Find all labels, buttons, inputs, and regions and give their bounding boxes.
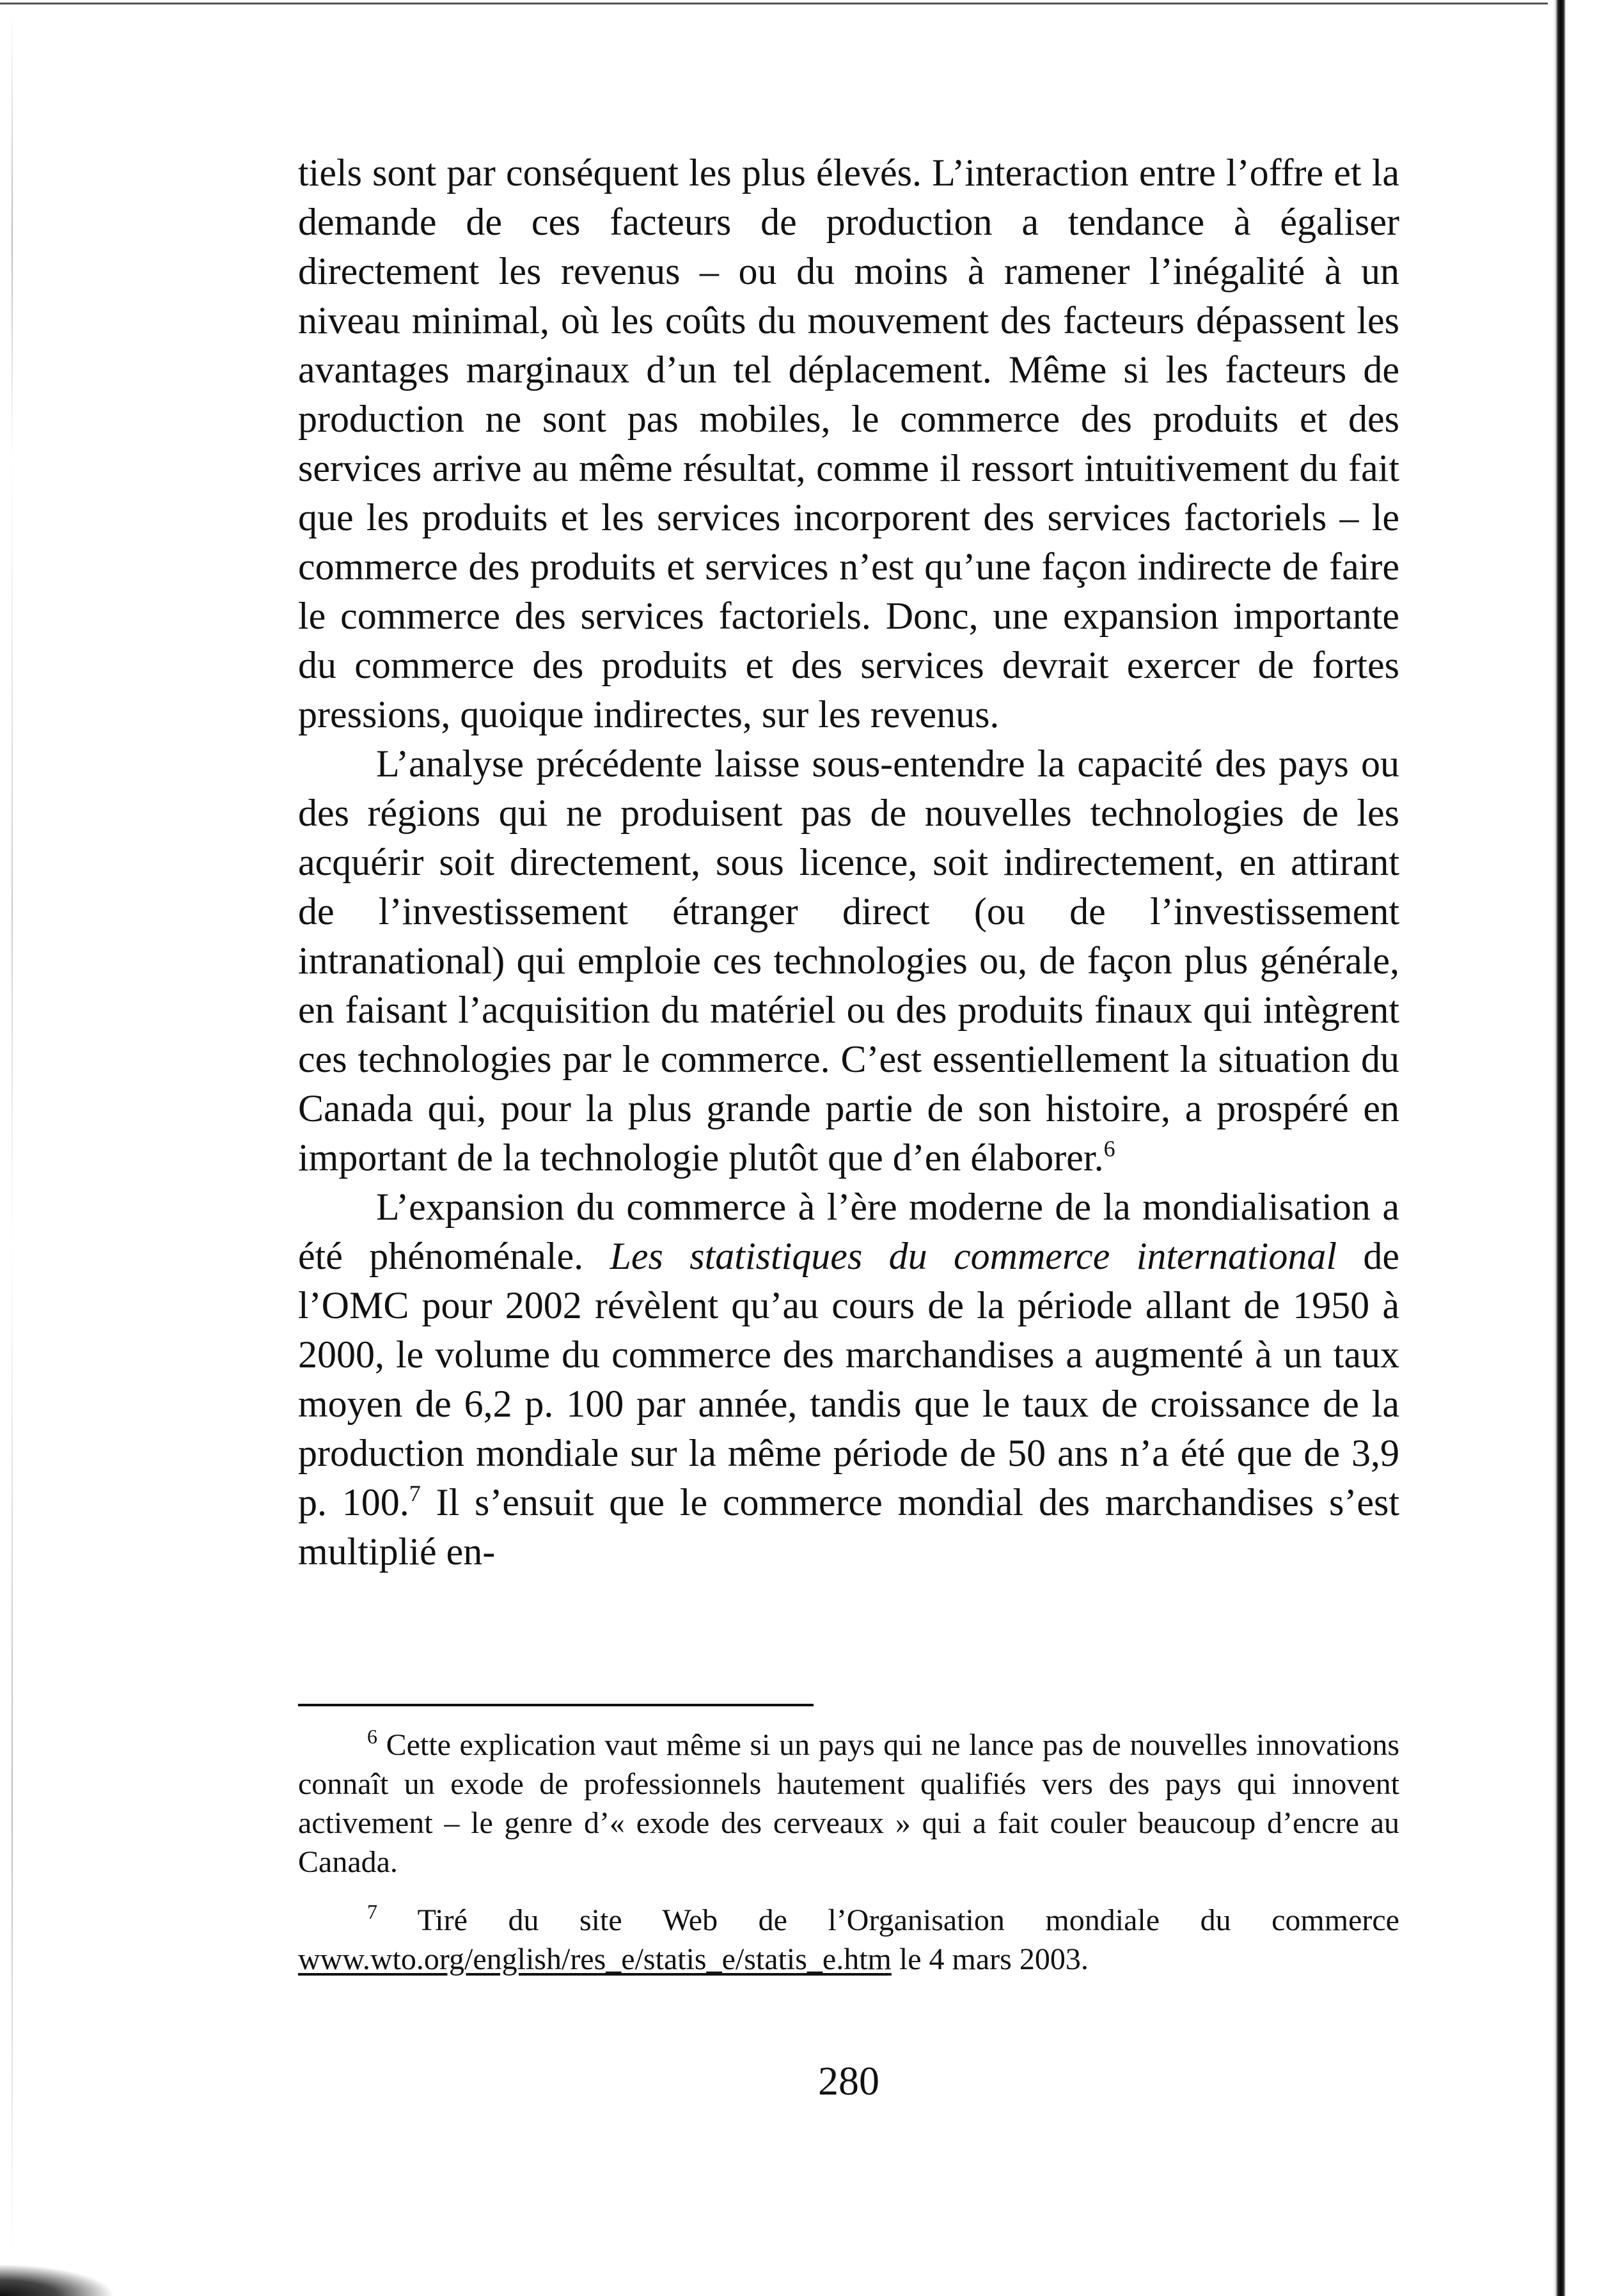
paragraph-text: de l’OMC pour 2002 révèlent qu’au cours de la période allant de 1950 à 2000, le volume du commerce des marchandises a augmenté à un taux moyen de 6,2 p. 100 par année, tandis que le taux de croissance de la production mondiale sur la même période de 50 ans n’a été que de 3,9 p. 100. <box>298 1235 1400 1523</box>
footnote-item <box>298 1726 1399 1882</box>
footnote-separator <box>298 1704 814 1706</box>
page-body-text <box>298 148 1399 1577</box>
footnote-text: Tiré du site Web de l’Organisation mondiale du commerce <box>417 1903 1399 1937</box>
scan-top-border <box>0 3 1548 4</box>
footnotes <box>298 1726 1399 1998</box>
scan-page-binding-edge <box>1553 0 1566 2296</box>
footnote-reference[interactable]: 7 <box>409 1481 421 1506</box>
scan-left-shadow <box>12 13 13 2251</box>
paragraph-text: Il s’ensuit que le commerce mondial des marchandises s’est multiplié en- <box>298 1481 1399 1573</box>
paragraph-text: tiels sont par conséquent les plus élevés. L’interaction entre l’offre et la demande de ces facteurs de production a tendance à égaliser directement les revenus – ou du moins à ramener l’inégalité à un niveau minimal, où les coûts du mouvement des facteurs dépassent les avantages marginaux d’un tel déplacement. Même si les facteurs de production ne sont pas mobiles, le commerce des produits et des services arrive au même résultat, comme il ressort intuitivement du fait que les produits et les services incorporent des services factoriels – le commerce des produits et services n’est qu’une façon indirecte de faire le commerce des services factoriels. Donc, une expansion importante du commerce des produits et des services devrait exercer de fortes pressions, quoique indirectes, sur les revenus. <box>298 152 1399 735</box>
publication-title: Les statistiques du commerce international <box>610 1235 1337 1277</box>
page-number: 280 <box>818 2058 879 2103</box>
body-paragraph <box>298 148 1399 739</box>
footnote-number: 7 <box>367 1900 377 1923</box>
paragraph-text: L’expansion du commerce à l’ère moderne de la mondialisation a été phénoménale. <box>298 1186 1399 1277</box>
body-paragraph <box>298 1183 1399 1577</box>
footnote-text: le 4 mars 2003. <box>899 1942 1089 1976</box>
scan-corner-shadow <box>0 2264 115 2296</box>
footnote-item <box>298 1901 1399 1979</box>
paragraph-text: L’analyse précédente laisse sous-entendre la capacité des pays ou des régions qui ne produisent pas de nouvelles technologies de les acquérir soit directement, sous licence, soit indirectement, en attirant de l’investissement étranger direct (ou de l’investissement intranational) qui emploie ces technologies ou, de façon plus générale, en faisant l’acquisition du matériel ou des produits finaux qui intègrent ces technologies par le commerce. C’est essentiellement la situation du Canada qui, pour la plus grande partie de son histoire, a prospéré en important de la technologie plutôt que d’en élaborer. <box>298 743 1399 1179</box>
footnote-reference[interactable]: 6 <box>1103 1136 1115 1161</box>
body-paragraph <box>298 739 1399 1183</box>
footnote-url-link[interactable]: www.wto.org/english/res_e/statis_e/statis_e.htm <box>298 1942 892 1976</box>
footnote-number: 6 <box>367 1725 377 1748</box>
footnote-text: Cette explication vaut même si un pays qui ne lance pas de nouvelles innovations connaît un exode de professionnels hautement qualifiés vers des pays qui innovent activement – le genre d’« exode des cerveaux » qui a fait couler beaucoup d’encre au Canada. <box>298 1728 1400 1879</box>
